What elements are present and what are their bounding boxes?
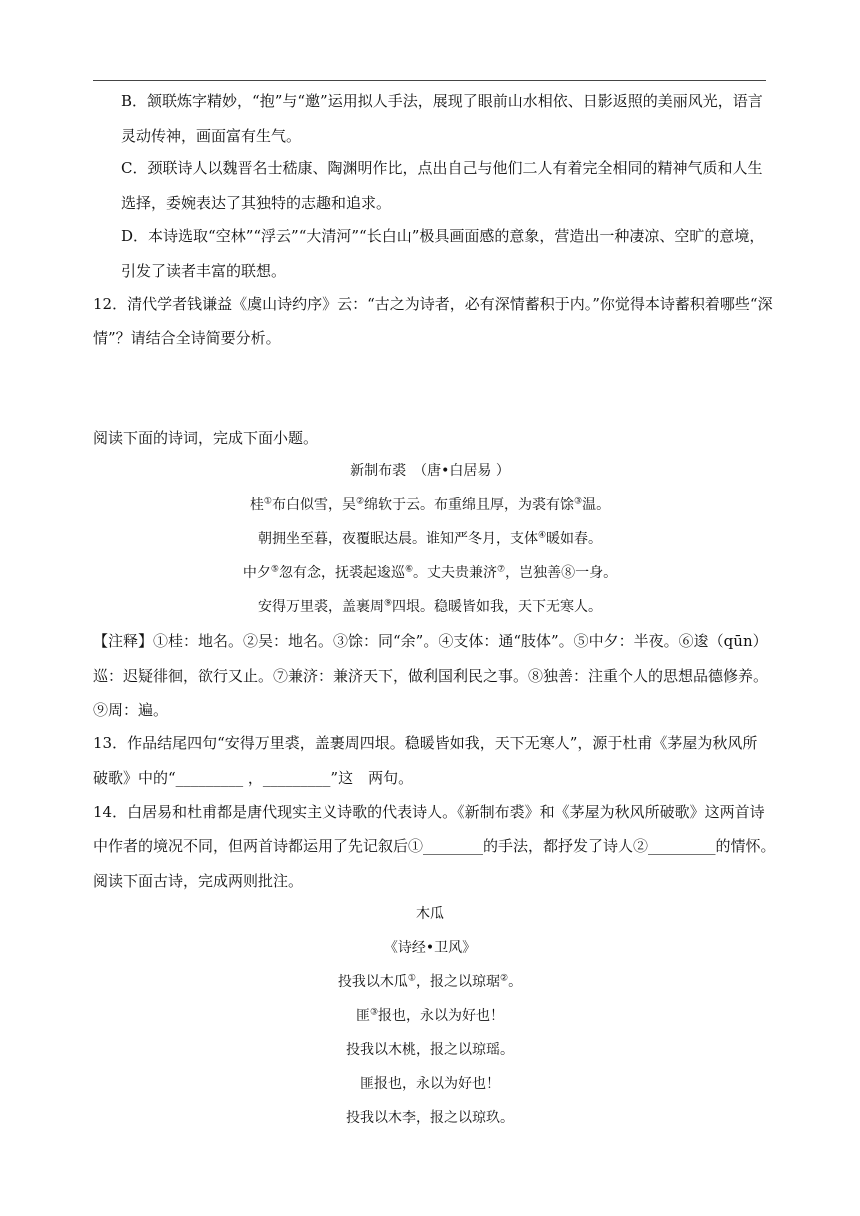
question-13-line1: 13．作品结尾四句“安得万里裘，盖裹周四垠。稳暖皆如我，天下无寒人”，源于杜甫《茅屋为秋风所 <box>93 734 758 752</box>
notes-line2: 巡：迟疑徘徊，欲行又止。⑦兼济：兼济天下，做利国利民之事。⑧独善：注重个人的思想品德修养。 <box>93 667 769 685</box>
question-14-line1: 14．白居易和杜甫都是唐代现实主义诗歌的代表诗人。《新制布裘》和《茅屋为秋风所破歌》这两首诗 <box>93 803 765 821</box>
poem2-title: 木瓜 <box>416 906 444 922</box>
question-14-line2: 中作者的境况不同，但两首诗都运用了先记叙后①________的手法，都抒发了诗人②_________的情怀。 <box>93 837 776 855</box>
poem1-line: 安得万里裘，盖裹周⑨四垠。稳暖皆如我，天下无寒人。 <box>257 598 603 615</box>
poem2-line: 投我以木桃，报之以琼瑶。 <box>346 1042 514 1058</box>
poem1-line: 中夕⑤忽有念，抚裘起逡巡⑥。丈夫贵兼济⑦，岂独善⑧一身。 <box>242 564 618 581</box>
question-13-line2: 破歌》中的“_________ ，_________”这 两句。 <box>93 769 414 787</box>
poem2-line: 投我以木李，报之以琼玖。 <box>346 1110 514 1126</box>
poem2-line: 投我以木瓜①，报之以琼琚②。 <box>337 973 523 990</box>
question-12-line1: 12．清代学者钱谦益《虞山诗约序》云：“古之为诗者，必有深情蓄积于内。”你觉得本诗蓄积着哪些“深 <box>93 295 773 313</box>
notes-line1: 【注释】①桂：地名。②吴：地名。③馀：同“余”。④支体：通“肢体”。⑤中夕：半夜。⑥逡（qūn） <box>93 632 768 650</box>
poem1-line: 桂①布白似雪，吴②绵软于云。布重绵且厚，为裘有馀③温。 <box>249 496 611 513</box>
option-c-line2: 选择，委婉表达了其独特的志趣和追求。 <box>121 194 392 212</box>
section2-intro: 阅读下面的诗词，完成下面小题。 <box>93 429 319 447</box>
section3-intro: 阅读下面古诗，完成两则批注。 <box>93 872 304 890</box>
option-c-line1: C．颈联诗人以魏晋名士嵇康、陶渊明作比，点出自己与他们二人有着完全相同的精神气质和人生 <box>121 159 763 177</box>
poem2-line: 匪报也，永以为好也！ <box>360 1076 500 1092</box>
header-rule <box>93 80 766 81</box>
option-d-line1: D．本诗选取“空林”“浮云”“大清河”“长白山”极具画面感的意象，营造出一种凄凉、空旷的意境， <box>121 227 765 245</box>
poem2-line: 匪③报也，永以为好也！ <box>355 1007 505 1024</box>
option-d-line2: 引发了读者丰富的联想。 <box>121 262 287 280</box>
option-b-line2: 灵动传神，画面富有生气。 <box>121 127 302 145</box>
question-12-line2: 情”？请结合全诗简要分析。 <box>93 329 281 347</box>
poem2-source: 《诗经•卫风》 <box>383 940 477 956</box>
notes-line3: ⑨周：遍。 <box>93 701 169 719</box>
poem1-line: 朝拥坐至暮，夜覆眠达晨。谁知严冬月，支体④暖如春。 <box>257 530 603 547</box>
option-b-line1: B．颔联炼字精妙，“抱”与“邀”运用拟人手法，展现了眼前山水相依、日影返照的美丽风光，语言 <box>121 92 763 110</box>
poem1-title: 新制布裘 （唐•白居易 ） <box>350 463 510 479</box>
